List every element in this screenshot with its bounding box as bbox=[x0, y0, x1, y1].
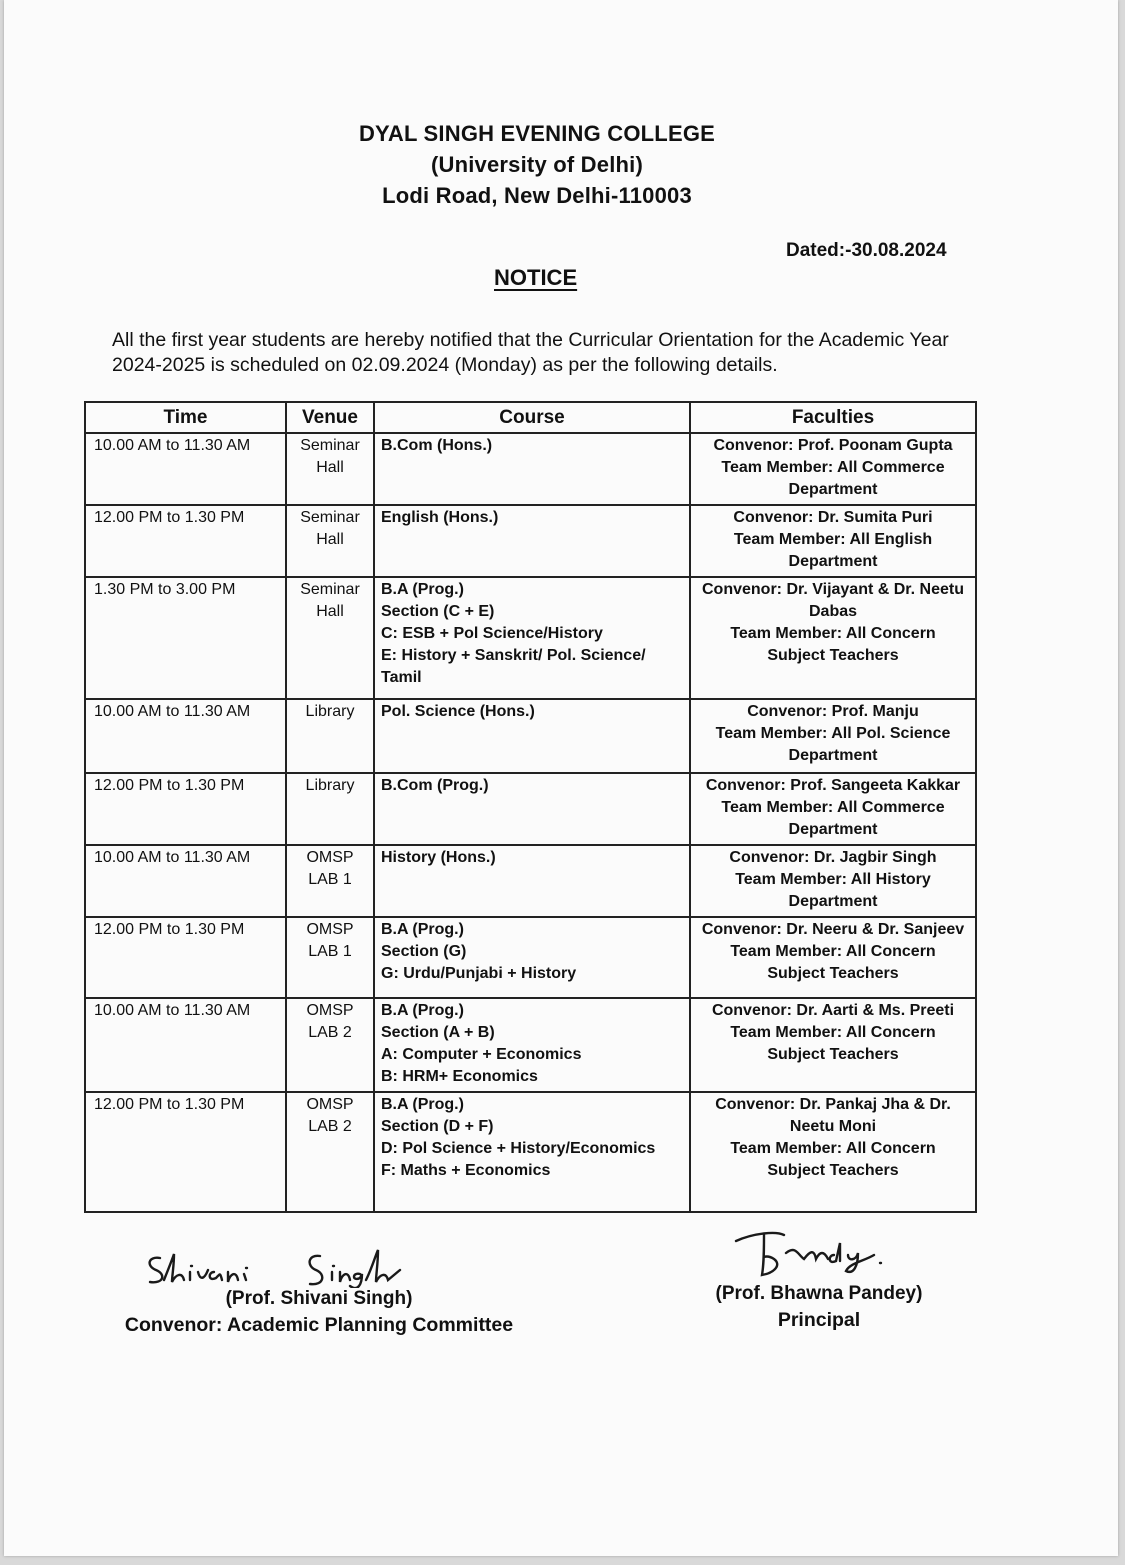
faculty-line: Team Member: All Commerce bbox=[721, 799, 945, 816]
university-name: (University of Delhi) bbox=[430, 152, 643, 177]
venue-cell bbox=[286, 917, 374, 998]
signature-block-convenor bbox=[124, 1244, 514, 1337]
signature-block-principal bbox=[704, 1225, 934, 1332]
course-cell bbox=[374, 699, 690, 773]
course-line: B.A (Prog.) bbox=[381, 581, 464, 598]
venue-line: LAB 1 bbox=[308, 943, 352, 960]
venue-line: Seminar bbox=[300, 437, 360, 454]
faculty-line: Department bbox=[788, 821, 878, 838]
header-time: Time bbox=[85, 402, 286, 433]
time-cell bbox=[85, 773, 286, 845]
course-cell bbox=[374, 998, 690, 1092]
table-row bbox=[85, 773, 976, 845]
time-cell bbox=[85, 699, 286, 773]
time-text: 10.00 AM to 11.30 AM bbox=[94, 437, 251, 454]
course-line: English (Hons.) bbox=[381, 509, 499, 526]
course-line: A: Computer + Economics bbox=[381, 1046, 582, 1063]
venue-cell bbox=[286, 433, 374, 505]
venue-cell bbox=[286, 699, 374, 773]
faculty-line: Department bbox=[788, 893, 878, 910]
faculty-line: Convenor: Prof. Manju bbox=[747, 703, 919, 720]
course-cell bbox=[374, 577, 690, 699]
venue-line: OMSP bbox=[306, 1096, 354, 1113]
course-cell bbox=[374, 917, 690, 998]
time-text: 10.00 AM to 11.30 AM bbox=[94, 1002, 251, 1019]
faculties-cell bbox=[690, 917, 976, 998]
course-cell bbox=[374, 1092, 690, 1212]
notice-intro: All the first year students are hereby notified that the Curricular Orientation for the Academic Year 2024-2025 is scheduled on 02.09.2024 (Monday) as per the following details. bbox=[112, 329, 949, 376]
time-cell bbox=[85, 845, 286, 917]
course-cell bbox=[374, 505, 690, 577]
venue-cell bbox=[286, 505, 374, 577]
convenor-name: (Prof. Shivani Singh) bbox=[225, 1288, 413, 1309]
header-course: Course bbox=[374, 402, 690, 433]
course-line: B.Com (Prog.) bbox=[381, 777, 489, 794]
time-text: 1.30 PM to 3.00 PM bbox=[94, 581, 236, 598]
course-line: G: Urdu/Punjabi + History bbox=[381, 965, 577, 982]
faculty-line: Department bbox=[788, 747, 878, 764]
faculty-line: Team Member: All Pol. Science bbox=[715, 725, 951, 742]
table-row bbox=[85, 699, 976, 773]
venue-line: Seminar bbox=[300, 581, 360, 598]
course-line: Section (C + E) bbox=[381, 603, 495, 620]
venue-line: Hall bbox=[316, 459, 344, 476]
faculty-line: Subject Teachers bbox=[767, 647, 899, 664]
course-line: Pol. Science (Hons.) bbox=[381, 703, 535, 720]
time-text: 12.00 PM to 1.30 PM bbox=[94, 1096, 245, 1113]
notice-page bbox=[4, 0, 1118, 1556]
course-line: Section (A + B) bbox=[381, 1024, 495, 1041]
faculty-line: Team Member: All History bbox=[735, 871, 931, 888]
time-text: 12.00 PM to 1.30 PM bbox=[94, 509, 245, 526]
course-line: B.A (Prog.) bbox=[381, 1002, 464, 1019]
venue-line: Seminar bbox=[300, 509, 360, 526]
faculty-line: Convenor: Dr. Pankaj Jha & Dr. bbox=[715, 1096, 951, 1113]
faculties-cell bbox=[690, 773, 976, 845]
faculties-cell bbox=[690, 505, 976, 577]
time-text: 12.00 PM to 1.30 PM bbox=[94, 777, 245, 794]
course-line: E: History + Sanskrit/ Pol. Science/ bbox=[381, 647, 646, 664]
course-line: F: Maths + Economics bbox=[381, 1162, 551, 1179]
course-line: Tamil bbox=[381, 669, 422, 686]
table-row bbox=[85, 917, 976, 998]
course-line: Section (D + F) bbox=[381, 1118, 494, 1135]
course-line: B.A (Prog.) bbox=[381, 921, 464, 938]
course-line: History (Hons.) bbox=[381, 849, 496, 866]
venue-line: Hall bbox=[316, 531, 344, 548]
schedule-table bbox=[84, 401, 977, 1213]
faculty-line: Convenor: Dr. Sumita Puri bbox=[733, 509, 933, 526]
schedule-body bbox=[85, 433, 976, 1212]
college-address: Lodi Road, New Delhi-110003 bbox=[382, 183, 692, 208]
time-cell bbox=[85, 505, 286, 577]
principal-role: Principal bbox=[777, 1309, 861, 1331]
faculty-line: Convenor: Prof. Poonam Gupta bbox=[713, 437, 953, 454]
faculties-cell bbox=[690, 845, 976, 917]
faculties-cell bbox=[690, 998, 976, 1092]
time-cell bbox=[85, 577, 286, 699]
faculties-cell bbox=[690, 1092, 976, 1212]
venue-cell bbox=[286, 845, 374, 917]
time-text: 10.00 AM to 11.30 AM bbox=[94, 849, 251, 866]
principal-name: (Prof. Bhawna Pandey) bbox=[715, 1283, 923, 1304]
faculty-line: Team Member: All Concern bbox=[730, 943, 936, 960]
faculties-cell bbox=[690, 699, 976, 773]
venue-line: LAB 1 bbox=[308, 871, 352, 888]
venue-cell bbox=[286, 773, 374, 845]
faculty-line: Department bbox=[788, 481, 878, 498]
faculty-line: Team Member: All Concern bbox=[730, 625, 936, 642]
convenor-role: Convenor: Academic Planning Committee bbox=[124, 1314, 514, 1336]
course-line: D: Pol Science + History/Economics bbox=[381, 1140, 656, 1157]
faculty-line: Team Member: All Concern bbox=[730, 1024, 936, 1041]
time-cell bbox=[85, 433, 286, 505]
faculty-line: Convenor: Dr. Aarti & Ms. Preeti bbox=[711, 1002, 955, 1019]
venue-line: Hall bbox=[316, 603, 344, 620]
course-line: B.Com (Hons.) bbox=[381, 437, 493, 454]
venue-cell bbox=[286, 998, 374, 1092]
handwritten-signature-bhawna-pandey bbox=[724, 1225, 934, 1283]
faculty-line: Department bbox=[788, 553, 878, 570]
time-cell bbox=[85, 998, 286, 1092]
table-header-row bbox=[85, 402, 976, 433]
time-text: 12.00 PM to 1.30 PM bbox=[94, 921, 245, 938]
faculty-line: Neetu Moni bbox=[789, 1118, 877, 1135]
venue-line: OMSP bbox=[306, 921, 354, 938]
handwritten-signature-shivani-singh bbox=[142, 1244, 432, 1288]
faculties-cell bbox=[690, 433, 976, 505]
time-text: 10.00 AM to 11.30 AM bbox=[94, 703, 251, 720]
course-cell bbox=[374, 433, 690, 505]
header-faculties: Faculties bbox=[690, 402, 976, 433]
course-line: Section (G) bbox=[381, 943, 467, 960]
faculty-line: Convenor: Dr. Jagbir Singh bbox=[729, 849, 937, 866]
time-cell bbox=[85, 917, 286, 998]
venue-line: OMSP bbox=[306, 1002, 354, 1019]
venue-line: LAB 2 bbox=[308, 1118, 352, 1135]
faculty-line: Team Member: All English bbox=[733, 531, 933, 548]
venue-line: Library bbox=[305, 703, 355, 720]
venue-line: Library bbox=[305, 777, 355, 794]
faculty-line: Subject Teachers bbox=[767, 1162, 899, 1179]
course-cell bbox=[374, 845, 690, 917]
table-row bbox=[85, 505, 976, 577]
course-line: B: HRM+ Economics bbox=[381, 1068, 538, 1085]
venue-cell bbox=[286, 1092, 374, 1212]
table-row bbox=[85, 845, 976, 917]
faculty-line: Subject Teachers bbox=[767, 965, 899, 982]
letterhead bbox=[4, 118, 1070, 211]
table-row bbox=[85, 577, 976, 699]
table-row bbox=[85, 1092, 976, 1212]
college-name: DYAL SINGH EVENING COLLEGE bbox=[358, 121, 716, 146]
table-row bbox=[85, 998, 976, 1092]
venue-cell bbox=[286, 577, 374, 699]
venue-line: LAB 2 bbox=[308, 1024, 352, 1041]
notice-date: Dated:-30.08.2024 bbox=[786, 240, 947, 261]
time-cell bbox=[85, 1092, 286, 1212]
table-row bbox=[85, 433, 976, 505]
faculty-line: Team Member: All Commerce bbox=[721, 459, 945, 476]
faculty-line: Convenor: Prof. Sangeeta Kakkar bbox=[705, 777, 961, 794]
faculty-line: Convenor: Dr. Vijayant & Dr. Neetu bbox=[702, 581, 964, 598]
faculty-line: Dabas bbox=[808, 603, 858, 620]
venue-line: OMSP bbox=[306, 849, 354, 866]
notice-title: NOTICE bbox=[494, 265, 578, 290]
header-venue: Venue bbox=[286, 402, 374, 433]
faculty-line: Convenor: Dr. Neeru & Dr. Sanjeev bbox=[701, 921, 965, 938]
course-line: B.A (Prog.) bbox=[381, 1096, 464, 1113]
faculty-line: Team Member: All Concern bbox=[730, 1140, 936, 1157]
course-cell bbox=[374, 773, 690, 845]
course-line: C: ESB + Pol Science/History bbox=[381, 625, 603, 642]
faculty-line: Subject Teachers bbox=[767, 1046, 899, 1063]
faculties-cell bbox=[690, 577, 976, 699]
